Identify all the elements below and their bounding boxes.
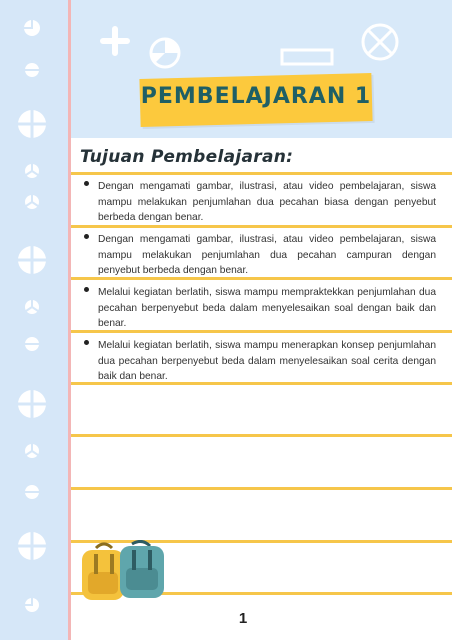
list-item xyxy=(84,338,436,385)
circle-quarters-icon xyxy=(16,530,48,562)
circle-quarters-icon xyxy=(22,18,42,38)
circle-x-icon xyxy=(360,22,400,62)
bullet-icon xyxy=(84,234,89,239)
circle-half-icon xyxy=(24,62,40,78)
plus-icon xyxy=(100,26,130,56)
list-item xyxy=(84,285,436,332)
circle-quarters-icon xyxy=(16,388,48,420)
list-item xyxy=(84,232,436,279)
objective-text: Dengan mengamati gambar, ilustrasi, atau video pembelajaran, siswa mampu melakukan penjumlahan dua pecahan biasa dengan penyebut berbeda dengan benar. xyxy=(98,181,436,224)
page-number: 1 xyxy=(238,610,248,627)
backpack-icon xyxy=(74,540,170,602)
rule-line xyxy=(71,434,452,437)
plus-icon xyxy=(96,600,122,626)
objective-text: Melalui kegiatan berlatih, siswa mampu menerapkan konsep penjumlahan dua pecahan berpenyebut beda dalam menyelesaikan soal cerita dengan baik dan benar. xyxy=(98,340,436,383)
objective-text: Dengan mengamati gambar, ilustrasi, atau video pembelajaran, siswa mampu melakukan penjumlahan dua pecahan campuran dengan penyebut berbeda dengan benar. xyxy=(98,234,436,277)
bullet-icon xyxy=(84,181,89,186)
circle-half-icon xyxy=(24,336,40,352)
rule-line xyxy=(71,487,452,490)
circle-quarters-icon xyxy=(24,597,40,613)
circle-quarters-icon xyxy=(16,108,48,140)
rectangle-icon xyxy=(280,48,334,66)
left-strip xyxy=(0,0,68,640)
circle-thirds-icon xyxy=(24,194,40,210)
objectives-heading: Tujuan Pembelajaran: xyxy=(80,147,294,167)
sparkle-icon xyxy=(128,610,148,630)
page-title: PEMBELAJARAN 1 xyxy=(140,84,372,109)
pie-chart-icon xyxy=(148,36,182,70)
circle-half-icon xyxy=(24,484,40,500)
bullet-icon xyxy=(84,340,89,345)
rule-line xyxy=(71,172,452,175)
circle-thirds-icon xyxy=(24,443,40,459)
list-item xyxy=(84,179,436,226)
circle-thirds-icon xyxy=(24,163,40,179)
circle-thirds-icon xyxy=(24,299,40,315)
objective-text: Melalui kegiatan berlatih, siswa mampu mempraktekkan penjumlahan dua pecahan berpenyebut beda dalam menyelesaikan soal dengan baik dan benar. xyxy=(98,287,436,330)
sparkle-icon xyxy=(390,600,414,624)
bullet-icon xyxy=(84,287,89,292)
circle-quarters-icon xyxy=(16,244,48,276)
